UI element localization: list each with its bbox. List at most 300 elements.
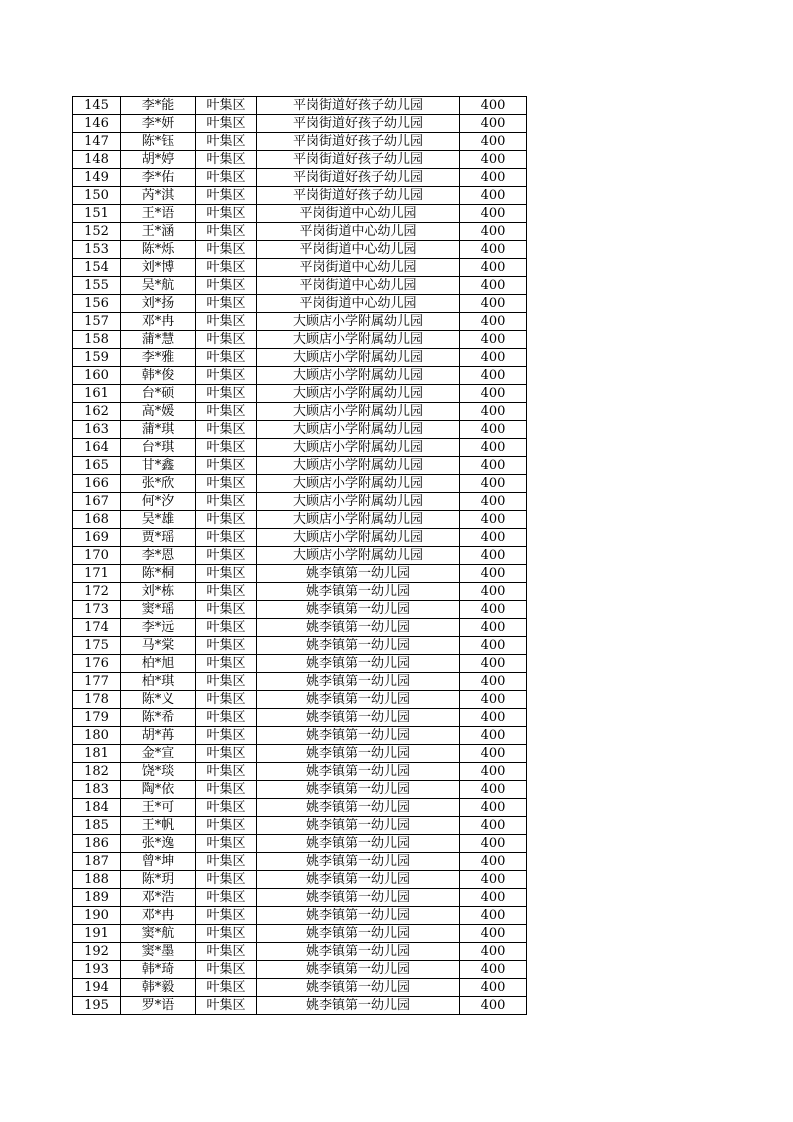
district-cell: 叶集区 [196,943,257,961]
school-name-cell: 姚李镇第一幼儿园 [257,925,460,943]
amount-cell: 400 [460,367,527,385]
row-number-cell: 166 [73,475,121,493]
school-name-cell: 大顾店小学附属幼儿园 [257,385,460,403]
school-name-cell: 平岗街道好孩子幼儿园 [257,133,460,151]
table-row [73,655,527,673]
district-cell: 叶集区 [196,979,257,997]
district-cell: 叶集区 [196,835,257,853]
school-name-cell: 姚李镇第一幼儿园 [257,817,460,835]
student-name-cell: 台*琪 [121,439,196,457]
student-name-cell: 李*能 [121,97,196,115]
student-name-cell: 陈*钰 [121,133,196,151]
district-cell: 叶集区 [196,691,257,709]
table-row [73,673,527,691]
table-row [73,781,527,799]
table-row [73,853,527,871]
table-row [73,241,527,259]
row-number-cell: 176 [73,655,121,673]
district-cell: 叶集区 [196,151,257,169]
table-row [73,529,527,547]
amount-cell: 400 [460,565,527,583]
school-name-cell: 大顾店小学附属幼儿园 [257,493,460,511]
district-cell: 叶集区 [196,457,257,475]
district-cell: 叶集区 [196,313,257,331]
amount-cell: 400 [460,475,527,493]
amount-cell: 400 [460,727,527,745]
student-name-cell: 陈*烁 [121,241,196,259]
amount-cell: 400 [460,817,527,835]
row-number-cell: 191 [73,925,121,943]
student-name-cell: 李*恩 [121,547,196,565]
amount-cell: 400 [460,547,527,565]
row-number-cell: 179 [73,709,121,727]
student-name-cell: 蒲*慧 [121,331,196,349]
school-name-cell: 姚李镇第一幼儿园 [257,853,460,871]
row-number-cell: 145 [73,97,121,115]
table-row [73,817,527,835]
student-name-cell: 王*语 [121,205,196,223]
student-name-cell: 刘*扬 [121,295,196,313]
amount-cell: 400 [460,97,527,115]
amount-cell: 400 [460,871,527,889]
row-number-cell: 185 [73,817,121,835]
amount-cell: 400 [460,313,527,331]
amount-cell: 400 [460,961,527,979]
table-row [73,637,527,655]
school-name-cell: 大顾店小学附属幼儿园 [257,349,460,367]
district-cell: 叶集区 [196,619,257,637]
row-number-cell: 172 [73,583,121,601]
student-name-cell: 贾*瑶 [121,529,196,547]
table-row [73,925,527,943]
district-cell: 叶集区 [196,547,257,565]
school-name-cell: 姚李镇第一幼儿园 [257,799,460,817]
table-row [73,475,527,493]
amount-cell: 400 [460,529,527,547]
district-cell: 叶集区 [196,529,257,547]
district-cell: 叶集区 [196,385,257,403]
school-name-cell: 姚李镇第一幼儿园 [257,673,460,691]
school-name-cell: 姚李镇第一幼儿园 [257,745,460,763]
table-row [73,295,527,313]
amount-cell: 400 [460,205,527,223]
row-number-cell: 146 [73,115,121,133]
school-name-cell: 平岗街道中心幼儿园 [257,277,460,295]
amount-cell: 400 [460,763,527,781]
row-number-cell: 165 [73,457,121,475]
school-name-cell: 平岗街道中心幼儿园 [257,241,460,259]
amount-cell: 400 [460,889,527,907]
amount-cell: 400 [460,997,527,1015]
school-name-cell: 大顾店小学附属幼儿园 [257,403,460,421]
table-row [73,115,527,133]
row-number-cell: 164 [73,439,121,457]
school-name-cell: 姚李镇第一幼儿园 [257,637,460,655]
table-row [73,367,527,385]
table-row [73,979,527,997]
amount-cell: 400 [460,709,527,727]
school-name-cell: 平岗街道中心幼儿园 [257,205,460,223]
table-row [73,97,527,115]
table-row [73,421,527,439]
school-name-cell: 大顾店小学附属幼儿园 [257,367,460,385]
district-cell: 叶集区 [196,493,257,511]
amount-cell: 400 [460,493,527,511]
school-name-cell: 平岗街道好孩子幼儿园 [257,151,460,169]
row-number-cell: 147 [73,133,121,151]
school-name-cell: 姚李镇第一幼儿园 [257,655,460,673]
district-cell: 叶集区 [196,403,257,421]
row-number-cell: 162 [73,403,121,421]
student-name-cell: 柏*琪 [121,673,196,691]
district-cell: 叶集区 [196,601,257,619]
district-cell: 叶集区 [196,421,257,439]
row-number-cell: 192 [73,943,121,961]
student-name-cell: 李*雅 [121,349,196,367]
student-subsidy-table [72,96,527,1015]
table-row [73,601,527,619]
school-name-cell: 姚李镇第一幼儿园 [257,979,460,997]
row-number-cell: 157 [73,313,121,331]
school-name-cell: 姚李镇第一幼儿园 [257,889,460,907]
amount-cell: 400 [460,853,527,871]
row-number-cell: 194 [73,979,121,997]
district-cell: 叶集区 [196,367,257,385]
row-number-cell: 163 [73,421,121,439]
district-cell: 叶集区 [196,907,257,925]
school-name-cell: 大顾店小学附属幼儿园 [257,421,460,439]
student-name-cell: 王*帆 [121,817,196,835]
student-name-cell: 陶*依 [121,781,196,799]
school-name-cell: 姚李镇第一幼儿园 [257,781,460,799]
district-cell: 叶集区 [196,799,257,817]
school-name-cell: 大顾店小学附属幼儿园 [257,511,460,529]
amount-cell: 400 [460,331,527,349]
district-cell: 叶集区 [196,115,257,133]
table-row [73,619,527,637]
student-name-cell: 张*逸 [121,835,196,853]
amount-cell: 400 [460,907,527,925]
amount-cell: 400 [460,943,527,961]
student-name-cell: 柏*旭 [121,655,196,673]
row-number-cell: 187 [73,853,121,871]
table-row [73,565,527,583]
amount-cell: 400 [460,637,527,655]
district-cell: 叶集区 [196,259,257,277]
amount-cell: 400 [460,115,527,133]
row-number-cell: 154 [73,259,121,277]
amount-cell: 400 [460,745,527,763]
student-name-cell: 韩*毅 [121,979,196,997]
district-cell: 叶集区 [196,817,257,835]
table-row [73,439,527,457]
table-row [73,547,527,565]
school-name-cell: 姚李镇第一幼儿园 [257,709,460,727]
row-number-cell: 184 [73,799,121,817]
school-name-cell: 大顾店小学附属幼儿园 [257,439,460,457]
student-name-cell: 陈*玥 [121,871,196,889]
student-name-cell: 韩*琦 [121,961,196,979]
district-cell: 叶集区 [196,511,257,529]
table-row [73,259,527,277]
district-cell: 叶集区 [196,763,257,781]
school-name-cell: 大顾店小学附属幼儿园 [257,529,460,547]
amount-cell: 400 [460,151,527,169]
row-number-cell: 193 [73,961,121,979]
district-cell: 叶集区 [196,97,257,115]
amount-cell: 400 [460,241,527,259]
student-name-cell: 芮*淇 [121,187,196,205]
amount-cell: 400 [460,691,527,709]
amount-cell: 400 [460,403,527,421]
student-name-cell: 台*硕 [121,385,196,403]
student-name-cell: 甘*鑫 [121,457,196,475]
row-number-cell: 178 [73,691,121,709]
district-cell: 叶集区 [196,745,257,763]
district-cell: 叶集区 [196,223,257,241]
row-number-cell: 190 [73,907,121,925]
student-name-cell: 陈*义 [121,691,196,709]
amount-cell: 400 [460,439,527,457]
district-cell: 叶集区 [196,241,257,259]
table-row [73,889,527,907]
district-cell: 叶集区 [196,349,257,367]
student-name-cell: 邓*冉 [121,907,196,925]
row-number-cell: 169 [73,529,121,547]
district-cell: 叶集区 [196,277,257,295]
row-number-cell: 182 [73,763,121,781]
table-row [73,943,527,961]
student-name-cell: 窦*瑶 [121,601,196,619]
row-number-cell: 170 [73,547,121,565]
amount-cell: 400 [460,133,527,151]
student-name-cell: 窦*墨 [121,943,196,961]
table-row [73,169,527,187]
row-number-cell: 171 [73,565,121,583]
amount-cell: 400 [460,799,527,817]
amount-cell: 400 [460,601,527,619]
table-row [73,835,527,853]
student-name-cell: 陈*桐 [121,565,196,583]
student-name-cell: 吴*雄 [121,511,196,529]
school-name-cell: 大顾店小学附属幼儿园 [257,547,460,565]
school-name-cell: 大顾店小学附属幼儿园 [257,331,460,349]
table-row [73,997,527,1015]
student-name-cell: 蒲*琪 [121,421,196,439]
table-row [73,385,527,403]
amount-cell: 400 [460,925,527,943]
table-row [73,133,527,151]
student-name-cell: 李*远 [121,619,196,637]
row-number-cell: 153 [73,241,121,259]
table-row [73,511,527,529]
table-row [73,457,527,475]
district-cell: 叶集区 [196,727,257,745]
table-row [73,187,527,205]
table-body [73,97,527,1015]
row-number-cell: 152 [73,223,121,241]
table-row [73,277,527,295]
row-number-cell: 150 [73,187,121,205]
amount-cell: 400 [460,259,527,277]
student-name-cell: 罗*语 [121,997,196,1015]
student-name-cell: 何*汐 [121,493,196,511]
table-row [73,349,527,367]
district-cell: 叶集区 [196,889,257,907]
amount-cell: 400 [460,619,527,637]
table-row [73,709,527,727]
amount-cell: 400 [460,457,527,475]
school-name-cell: 平岗街道中心幼儿园 [257,295,460,313]
district-cell: 叶集区 [196,997,257,1015]
row-number-cell: 175 [73,637,121,655]
school-name-cell: 姚李镇第一幼儿园 [257,871,460,889]
district-cell: 叶集区 [196,439,257,457]
district-cell: 叶集区 [196,475,257,493]
table-row [73,205,527,223]
row-number-cell: 148 [73,151,121,169]
row-number-cell: 161 [73,385,121,403]
district-cell: 叶集区 [196,169,257,187]
district-cell: 叶集区 [196,853,257,871]
school-name-cell: 平岗街道好孩子幼儿园 [257,97,460,115]
school-name-cell: 姚李镇第一幼儿园 [257,763,460,781]
district-cell: 叶集区 [196,655,257,673]
student-name-cell: 邓*浩 [121,889,196,907]
amount-cell: 400 [460,277,527,295]
student-name-cell: 窦*航 [121,925,196,943]
district-cell: 叶集区 [196,925,257,943]
district-cell: 叶集区 [196,331,257,349]
row-number-cell: 195 [73,997,121,1015]
district-cell: 叶集区 [196,709,257,727]
table-row [73,691,527,709]
district-cell: 叶集区 [196,673,257,691]
district-cell: 叶集区 [196,295,257,313]
table-row [73,871,527,889]
school-name-cell: 姚李镇第一幼儿园 [257,601,460,619]
amount-cell: 400 [460,385,527,403]
row-number-cell: 149 [73,169,121,187]
school-name-cell: 平岗街道好孩子幼儿园 [257,115,460,133]
school-name-cell: 平岗街道中心幼儿园 [257,223,460,241]
row-number-cell: 180 [73,727,121,745]
district-cell: 叶集区 [196,781,257,799]
amount-cell: 400 [460,169,527,187]
school-name-cell: 姚李镇第一幼儿园 [257,835,460,853]
amount-cell: 400 [460,223,527,241]
amount-cell: 400 [460,349,527,367]
student-name-cell: 张*欣 [121,475,196,493]
student-name-cell: 刘*博 [121,259,196,277]
student-name-cell: 韩*俊 [121,367,196,385]
row-number-cell: 174 [73,619,121,637]
amount-cell: 400 [460,781,527,799]
row-number-cell: 159 [73,349,121,367]
district-cell: 叶集区 [196,565,257,583]
row-number-cell: 173 [73,601,121,619]
district-cell: 叶集区 [196,961,257,979]
row-number-cell: 151 [73,205,121,223]
student-name-cell: 陈*希 [121,709,196,727]
school-name-cell: 姚李镇第一幼儿园 [257,619,460,637]
school-name-cell: 大顾店小学附属幼儿园 [257,313,460,331]
student-name-cell: 李*佑 [121,169,196,187]
table-row [73,331,527,349]
row-number-cell: 177 [73,673,121,691]
student-name-cell: 马*棠 [121,637,196,655]
district-cell: 叶集区 [196,187,257,205]
row-number-cell: 155 [73,277,121,295]
table-row [73,961,527,979]
student-name-cell: 王*可 [121,799,196,817]
table-row [73,907,527,925]
student-name-cell: 饶*琰 [121,763,196,781]
school-name-cell: 姚李镇第一幼儿园 [257,565,460,583]
student-name-cell: 胡*婷 [121,151,196,169]
table-row [73,763,527,781]
school-name-cell: 平岗街道好孩子幼儿园 [257,187,460,205]
table-row [73,403,527,421]
student-name-cell: 王*涵 [121,223,196,241]
amount-cell: 400 [460,295,527,313]
school-name-cell: 姚李镇第一幼儿园 [257,961,460,979]
school-name-cell: 姚李镇第一幼儿园 [257,997,460,1015]
row-number-cell: 183 [73,781,121,799]
school-name-cell: 姚李镇第一幼儿园 [257,727,460,745]
amount-cell: 400 [460,979,527,997]
student-name-cell: 李*妍 [121,115,196,133]
student-name-cell: 金*宣 [121,745,196,763]
row-number-cell: 158 [73,331,121,349]
school-name-cell: 大顾店小学附属幼儿园 [257,475,460,493]
district-cell: 叶集区 [196,583,257,601]
row-number-cell: 167 [73,493,121,511]
student-name-cell: 曾*坤 [121,853,196,871]
table-row [73,583,527,601]
amount-cell: 400 [460,583,527,601]
school-name-cell: 姚李镇第一幼儿园 [257,583,460,601]
school-name-cell: 平岗街道好孩子幼儿园 [257,169,460,187]
amount-cell: 400 [460,655,527,673]
amount-cell: 400 [460,421,527,439]
table-row [73,223,527,241]
row-number-cell: 168 [73,511,121,529]
student-name-cell: 吴*航 [121,277,196,295]
student-name-cell: 刘*栋 [121,583,196,601]
student-name-cell: 胡*苒 [121,727,196,745]
table-row [73,799,527,817]
school-name-cell: 姚李镇第一幼儿园 [257,691,460,709]
student-name-cell: 高*媛 [121,403,196,421]
district-cell: 叶集区 [196,637,257,655]
district-cell: 叶集区 [196,871,257,889]
table-row [73,493,527,511]
row-number-cell: 156 [73,295,121,313]
table-row [73,151,527,169]
school-name-cell: 姚李镇第一幼儿园 [257,907,460,925]
amount-cell: 400 [460,511,527,529]
school-name-cell: 大顾店小学附属幼儿园 [257,457,460,475]
amount-cell: 400 [460,673,527,691]
table-row [73,727,527,745]
district-cell: 叶集区 [196,133,257,151]
school-name-cell: 平岗街道中心幼儿园 [257,259,460,277]
table-row [73,745,527,763]
row-number-cell: 160 [73,367,121,385]
row-number-cell: 189 [73,889,121,907]
district-cell: 叶集区 [196,205,257,223]
